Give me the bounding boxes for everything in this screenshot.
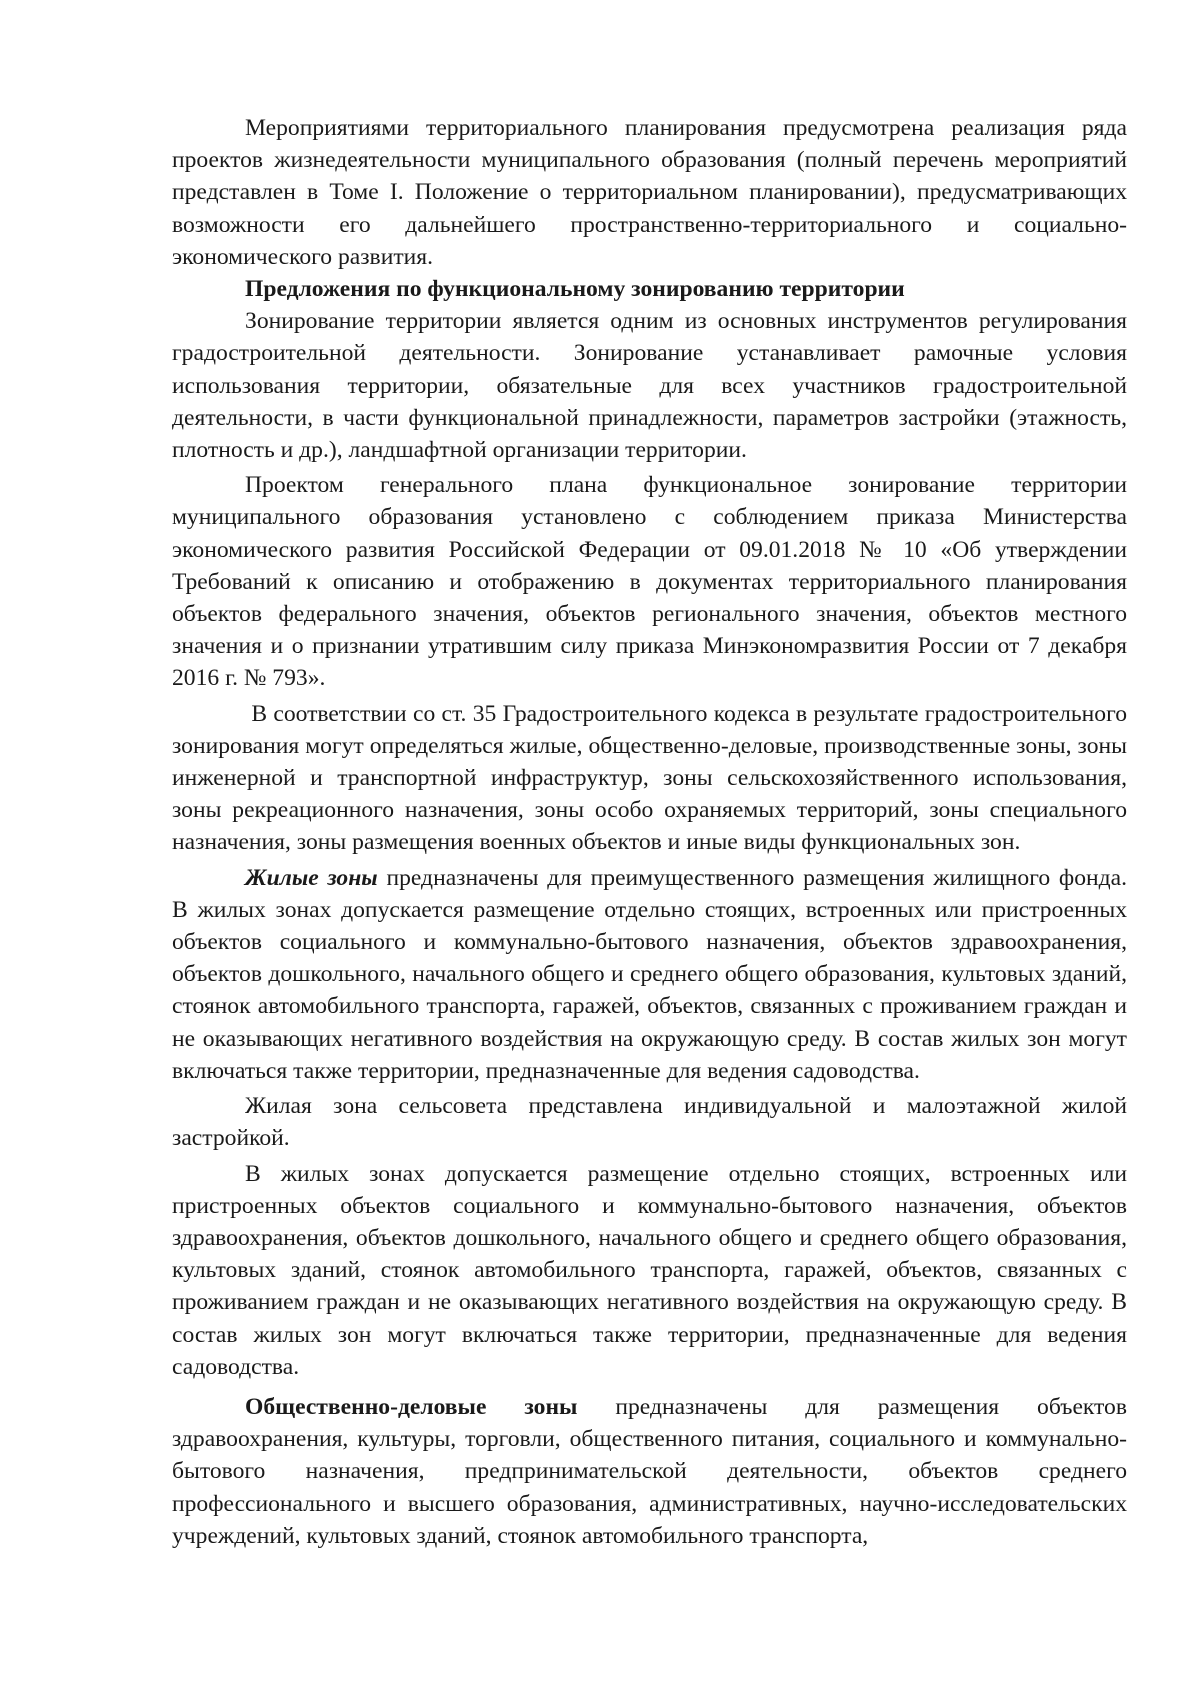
section-heading: Предложения по функциональному зонированию территории (245, 276, 905, 303)
paragraph-residential-allowed: В жилых зонах допускается размещение отдельно стоящих, встроенных или пристроенных объектов социального и коммунально-бытового назначения, объектов здравоохранения, объектов дошкольного, начального общего и среднего общего образования, культовых зданий, стоянок автомобильного транспорта, гаражей, объектов, связанных с проживанием граждан и не оказывающих негативного воздействия на окружающую среду. В состав жилых зон могут включаться также территории, предназначенные для ведения садоводства. (172, 1160, 1127, 1380)
paragraph-intro: Мероприятиями территориального планирования предусмотрена реализация ряда проектов жизнедеятельности муниципального образования (полный перечень мероприятий представлен в Томе I. Положение о территориальном планировании), предусматривающих возможности его дальнейшего пространственно-территориального и социально-экономического развития. (172, 115, 1127, 270)
residential-zones-text: предназначены для преимущественного размещения жилищного фонда. В жилых зонах допускается размещение отдельно стоящих, встроенных или пристроенных объектов социального и коммунально-бытового назначения, объектов здравоохранения, объектов дошкольного, начального общего и среднего общего образования, культовых зданий, стоянок автомобильного транспорта, гаражей, объектов, связанных с проживанием граждан и не оказывающих негативного воздействия на окружающую среду. В состав жилых зон могут включаться также территории, предназначенные для ведения садоводства. (172, 864, 1127, 1084)
term-residential-zones: Жилые зоны (245, 864, 378, 891)
paragraph-zoning: Зонирование территории является одним из основных инструментов регулирования градостроительной деятельности. Зонирование устанавливает рамочные условия использования территории, обязательные для всех участников градостроительной деятельности, в части функциональной принадлежности, параметров застройки (этажность, плотность и др.), ландшафтной организации территории. (172, 308, 1127, 464)
paragraph-general-plan: Проектом генерального плана функциональное зонирование территории муниципального образования установлено с соблюдением приказа Министерства экономического развития Российской Федерации от 09.01.2018 № 10 «Об утверждении Требований к описанию и отображению в документах территориального планирования объектов федерального значения, объектов регионального значения, объектов местного значения и о признании утратившим силу приказа Минэкономразвития России от 7 декабря 2016 г. № 793». (172, 472, 1127, 692)
paragraph-public-business-zones (172, 1391, 1127, 1552)
public-business-zones-text: предназначены для размещения объектов здравоохранения, культуры, торговли, общественного питания, социального и коммунально-бытового назначения, предпринимательской деятельности, объектов среднего профессионального и высшего образования, административных, научно-исследовательских учреждений, культовых зданий, стоянок автомобильного транспорта, (172, 1393, 1127, 1549)
paragraph-residential-zones (172, 862, 1127, 1087)
paragraph-village-residential: Жилая зона сельсовета представлена индивидуальной и малоэтажной жилой застройкой. (172, 1093, 1127, 1152)
term-public-business-zones: Общественно-деловые зоны (245, 1393, 578, 1420)
paragraph-code-article: В соответствии со ст. 35 Градостроительного кодекса в результате градостроительного зонирования могут определяться жилые, общественно-деловые, производственные зоны, зоны инженерной и транспортной инфраструктур, зоны сельскохозяйственного использования, зоны рекреационного назначения, зоны особо охраняемых территорий, зоны специального назначения, зоны размещения военных объектов и иные виды функциональных зон. (172, 700, 1133, 856)
document-body (172, 112, 1133, 1552)
